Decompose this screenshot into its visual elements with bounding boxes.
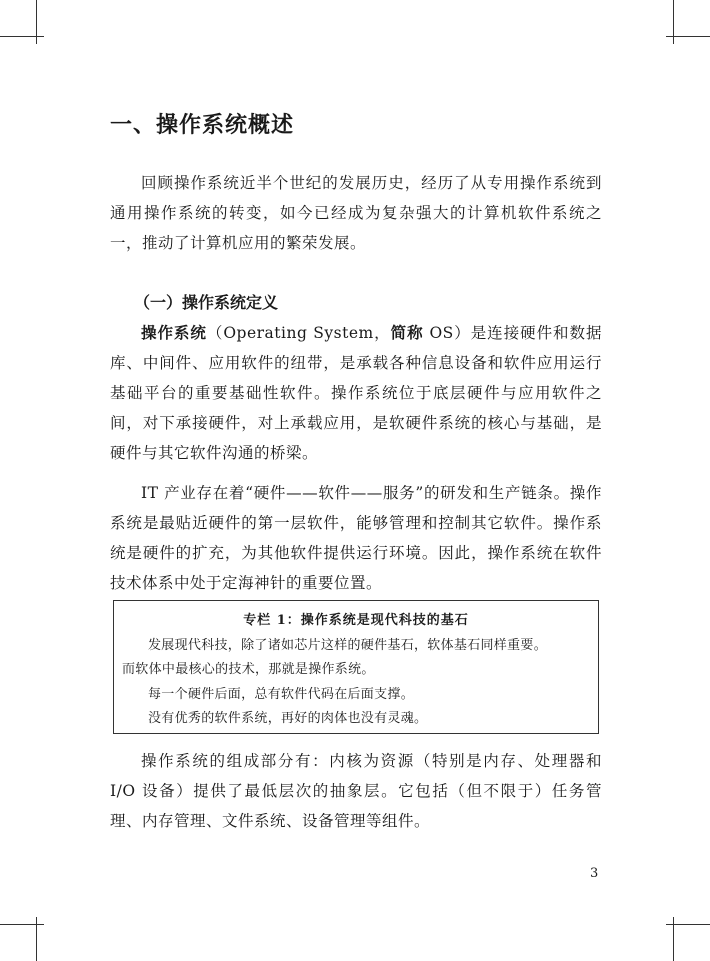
intro-paragraph: 回顾操作系统近半个世纪的发展历史，经历了从专用操作系统到通用操作系统的转变，如今已经成为复杂强大的计算机软件系统之一，推动了计算机应用的繁荣发展。 [110,174,602,252]
components-paragraph: 操作系统的组成部分有：内核为资源（特别是内存、处理器和 I/O 设备）提供了最低层次的抽象层。它包括（但不限于）任务管理、内存管理、文件系统、设备管理等组件。 [110,752,602,830]
sidebar-line-4: 没有优秀的软件系统，再好的肉体也没有灵魂。 [148,711,428,726]
sidebar-line-3: 每一个硬件后面，总有软件代码在后面支撑。 [148,686,415,702]
sidebar-line-1: 发展现代科技，除了诸如芯片这样的硬件基石，软体基石同样重要。 [148,637,548,653]
definition-paragraph [110,318,602,468]
definition-paren-open: （Operating System， [206,324,391,342]
definition-abbr-label: 简称 [390,323,424,342]
crop-mark-top-right-h [666,36,710,37]
crop-mark-bottom-left-h [0,924,44,925]
chain-paragraph: IT 产业存在着“硬件——软件——服务”的研发和生产链条。操作系统是最贴近硬件的第一层软件，能够管理和控制其它软件。操作系统是硬件的扩充，为其他软件提供运行环境。因此，操作系统在软件技术体系中处于定海神针的重要位置。 [110,484,602,592]
sidebar-title: 专栏 1：操作系统是现代科技的基石 [243,613,469,628]
crop-mark-bottom-right-h [666,924,710,925]
definition-abbr-rest: OS） [423,324,471,342]
definition-term: 操作系统 [141,323,207,342]
section-heading: 一、操作系统概述 [110,113,295,138]
subsection-heading: （一）操作系统定义 [134,293,279,312]
sidebar-box [113,600,599,734]
definition-body: 是连接硬件和数据库、中间件、应用软件的纽带，是承载各种信息设备和软件应用运行基础平台的重要基础性软件。操作系统位于底层硬件与应用软件之间，对下承接硬件，对上承载应用，是软硬件系统的核心与基础，是硬件与其它软件沟通的桥梁。 [110,324,602,462]
crop-mark-top-left-v [36,0,37,44]
sidebar-line-2: 而软体中最核心的技术，那就是操作系统。 [122,662,375,677]
crop-mark-top-right-v [673,0,674,44]
page-number: 3 [590,866,599,881]
crop-mark-top-left-h [0,36,44,37]
